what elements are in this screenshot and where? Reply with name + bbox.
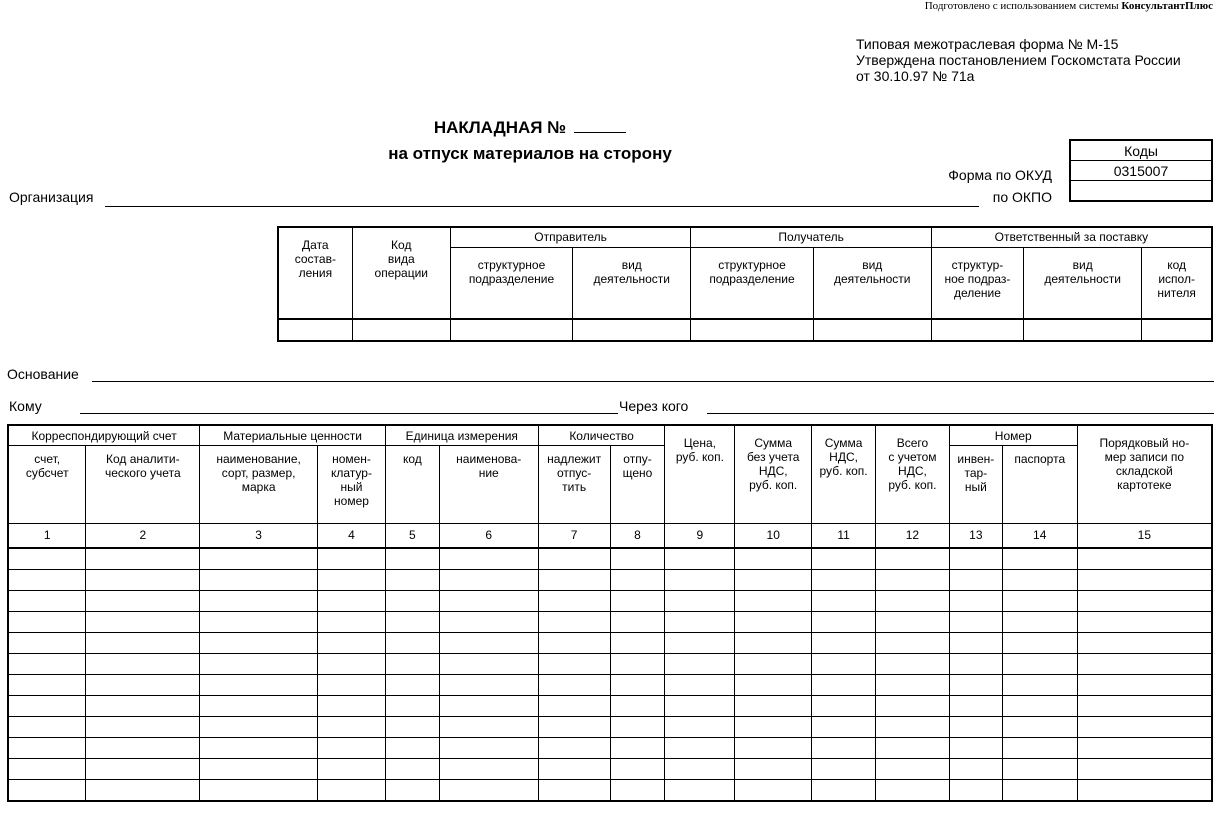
column-number: 7 bbox=[538, 523, 610, 548]
approval-date: от 30.10.97 № 71а bbox=[856, 68, 975, 84]
table-row bbox=[8, 716, 1212, 737]
table-cell[interactable] bbox=[538, 632, 610, 653]
table-cell[interactable] bbox=[876, 590, 950, 611]
to-release-header: надлежит отпус- тить bbox=[538, 445, 610, 523]
table-cell[interactable] bbox=[876, 716, 950, 737]
brand-name: КонсультантПлюс bbox=[1121, 0, 1213, 12]
table-cell[interactable] bbox=[665, 653, 735, 674]
table-cell[interactable] bbox=[200, 590, 318, 611]
op-code-value[interactable] bbox=[352, 319, 450, 341]
table-cell[interactable] bbox=[8, 695, 86, 716]
sender-header: Отправитель bbox=[450, 227, 691, 247]
released-header: отпу- щено bbox=[610, 445, 665, 523]
table-cell[interactable] bbox=[8, 632, 86, 653]
approval-decree: Утверждена постановлением Госкомстата России bbox=[856, 52, 1181, 68]
table-cell[interactable] bbox=[1077, 653, 1212, 674]
op-code-header: Код вида операции bbox=[352, 227, 450, 319]
table-cell[interactable] bbox=[735, 758, 812, 779]
table-cell[interactable] bbox=[439, 569, 538, 590]
organization-label: Организация bbox=[9, 189, 94, 205]
total-header: Всего с учетом НДС, руб. коп. bbox=[876, 425, 950, 523]
table-cell[interactable] bbox=[665, 611, 735, 632]
corr-account-header: Корреспондирующий счет bbox=[8, 425, 200, 445]
table-cell[interactable] bbox=[318, 653, 386, 674]
table-cell[interactable] bbox=[318, 779, 386, 801]
table-cell[interactable] bbox=[610, 716, 665, 737]
table-cell[interactable] bbox=[735, 716, 812, 737]
name-grade-header: наименование, сорт, размер, марка bbox=[200, 445, 318, 523]
table-cell[interactable] bbox=[665, 674, 735, 695]
table-cell[interactable] bbox=[610, 779, 665, 801]
column-number: 11 bbox=[812, 523, 876, 548]
table-cell[interactable] bbox=[1002, 611, 1077, 632]
table-cell[interactable] bbox=[200, 548, 318, 570]
table-cell[interactable] bbox=[318, 548, 386, 570]
table-cell[interactable] bbox=[1002, 548, 1077, 570]
table-cell[interactable] bbox=[1077, 674, 1212, 695]
table-cell[interactable] bbox=[876, 611, 950, 632]
table-cell[interactable] bbox=[1002, 695, 1077, 716]
table-cell[interactable] bbox=[86, 737, 200, 758]
table-cell[interactable] bbox=[1077, 716, 1212, 737]
table-cell[interactable] bbox=[439, 590, 538, 611]
table-cell[interactable] bbox=[385, 611, 439, 632]
column-number: 1 bbox=[8, 523, 86, 548]
responsible-activity-header: вид деятельности bbox=[1024, 247, 1142, 319]
table-cell[interactable] bbox=[949, 590, 1002, 611]
table-cell[interactable] bbox=[610, 590, 665, 611]
card-no-header: Порядковый но- мер записи по складской картотеке bbox=[1077, 425, 1212, 523]
invoice-number-field[interactable] bbox=[574, 118, 626, 133]
table-cell[interactable] bbox=[735, 548, 812, 570]
table-cell[interactable] bbox=[86, 674, 200, 695]
table-cell[interactable] bbox=[735, 695, 812, 716]
table-cell[interactable] bbox=[1002, 653, 1077, 674]
table-cell[interactable] bbox=[538, 590, 610, 611]
table-cell[interactable] bbox=[86, 548, 200, 570]
table-cell[interactable] bbox=[812, 758, 876, 779]
table-cell[interactable] bbox=[1077, 632, 1212, 653]
through-whom-label: Через кого bbox=[619, 398, 689, 414]
table-cell[interactable] bbox=[812, 695, 876, 716]
document-title: НАКЛАДНАЯ № bbox=[300, 118, 760, 138]
table-cell[interactable] bbox=[318, 737, 386, 758]
table-cell[interactable] bbox=[876, 674, 950, 695]
table-cell[interactable] bbox=[610, 569, 665, 590]
table-row bbox=[8, 548, 1212, 570]
unit-header: Единица измерения bbox=[385, 425, 538, 445]
table-cell[interactable] bbox=[876, 569, 950, 590]
table-cell[interactable] bbox=[610, 632, 665, 653]
table-cell[interactable] bbox=[318, 632, 386, 653]
column-number: 15 bbox=[1077, 523, 1212, 548]
table-cell[interactable] bbox=[949, 653, 1002, 674]
column-number: 4 bbox=[318, 523, 386, 548]
table-cell[interactable] bbox=[665, 695, 735, 716]
table-cell[interactable] bbox=[86, 695, 200, 716]
table-cell[interactable] bbox=[439, 611, 538, 632]
table-row bbox=[8, 695, 1212, 716]
table-cell[interactable] bbox=[385, 779, 439, 801]
table-cell[interactable] bbox=[812, 548, 876, 570]
table-cell[interactable] bbox=[949, 758, 1002, 779]
table-cell[interactable] bbox=[8, 548, 86, 570]
table-cell[interactable] bbox=[538, 548, 610, 570]
table-cell[interactable] bbox=[538, 611, 610, 632]
table-cell[interactable] bbox=[1077, 779, 1212, 801]
table-cell[interactable] bbox=[538, 653, 610, 674]
sender-struct-header: структурное подразделение bbox=[450, 247, 572, 319]
form-approval bbox=[856, 36, 1181, 84]
table-cell[interactable] bbox=[1002, 674, 1077, 695]
table-cell[interactable] bbox=[8, 737, 86, 758]
table-cell[interactable] bbox=[610, 548, 665, 570]
table-cell[interactable] bbox=[200, 632, 318, 653]
receiver-struct-value[interactable] bbox=[691, 319, 813, 341]
table-row bbox=[8, 779, 1212, 801]
table-cell[interactable] bbox=[735, 779, 812, 801]
table-cell[interactable] bbox=[385, 590, 439, 611]
date-value[interactable] bbox=[278, 319, 352, 341]
table-row bbox=[8, 674, 1212, 695]
table-row bbox=[8, 653, 1212, 674]
responsible-struct-header: структур- ное подраз- деление bbox=[931, 247, 1023, 319]
table-cell[interactable] bbox=[8, 653, 86, 674]
table-cell[interactable] bbox=[876, 548, 950, 570]
table-cell[interactable] bbox=[610, 653, 665, 674]
table-cell[interactable] bbox=[812, 653, 876, 674]
vat-header: Сумма НДС, руб. коп. bbox=[812, 425, 876, 523]
table-cell[interactable] bbox=[665, 758, 735, 779]
table-row bbox=[8, 569, 1212, 590]
table-cell[interactable] bbox=[439, 653, 538, 674]
table-cell[interactable] bbox=[876, 779, 950, 801]
okud-value: 0315007 bbox=[1070, 161, 1212, 181]
table-cell[interactable] bbox=[735, 674, 812, 695]
date-header: Дата состав- ления bbox=[278, 227, 352, 319]
table-cell[interactable] bbox=[385, 632, 439, 653]
table-cell[interactable] bbox=[439, 695, 538, 716]
table-cell[interactable] bbox=[1002, 779, 1077, 801]
table-cell[interactable] bbox=[318, 674, 386, 695]
column-number: 2 bbox=[86, 523, 200, 548]
sender-struct-value[interactable] bbox=[450, 319, 572, 341]
quantity-header: Количество bbox=[538, 425, 665, 445]
table-cell[interactable] bbox=[735, 653, 812, 674]
table-cell[interactable] bbox=[318, 569, 386, 590]
table-cell[interactable] bbox=[439, 632, 538, 653]
table-cell[interactable] bbox=[538, 674, 610, 695]
codes-table bbox=[1069, 139, 1213, 202]
table-cell[interactable] bbox=[439, 716, 538, 737]
table-cell[interactable] bbox=[949, 632, 1002, 653]
table-cell[interactable] bbox=[949, 548, 1002, 570]
inventory-header: инвен- тар- ный bbox=[949, 445, 1002, 523]
table-cell[interactable] bbox=[439, 737, 538, 758]
table-cell[interactable] bbox=[812, 611, 876, 632]
receiver-activity-header: вид деятельности bbox=[813, 247, 931, 319]
table-cell[interactable] bbox=[538, 695, 610, 716]
table-row bbox=[8, 758, 1212, 779]
table-cell[interactable] bbox=[735, 569, 812, 590]
table-cell[interactable] bbox=[8, 758, 86, 779]
table-cell[interactable] bbox=[610, 674, 665, 695]
exec-code-header: код испол- нителя bbox=[1142, 247, 1212, 319]
column-number: 5 bbox=[385, 523, 439, 548]
table-row bbox=[8, 590, 1212, 611]
table-cell[interactable] bbox=[8, 569, 86, 590]
table-cell[interactable] bbox=[200, 569, 318, 590]
table-cell[interactable] bbox=[385, 569, 439, 590]
table-cell[interactable] bbox=[538, 758, 610, 779]
table-cell[interactable] bbox=[1077, 758, 1212, 779]
table-cell[interactable] bbox=[665, 569, 735, 590]
table-cell[interactable] bbox=[949, 569, 1002, 590]
document-subtitle: на отпуск материалов на сторону bbox=[388, 144, 672, 163]
table-cell[interactable] bbox=[538, 779, 610, 801]
table-cell[interactable] bbox=[1077, 590, 1212, 611]
through-whom-field[interactable] bbox=[707, 413, 1214, 414]
table-cell[interactable] bbox=[8, 716, 86, 737]
table-cell[interactable] bbox=[385, 653, 439, 674]
table-cell[interactable] bbox=[949, 611, 1002, 632]
table-cell[interactable] bbox=[665, 548, 735, 570]
table-cell[interactable] bbox=[318, 716, 386, 737]
table-cell[interactable] bbox=[949, 716, 1002, 737]
table-cell[interactable] bbox=[385, 695, 439, 716]
table-cell[interactable] bbox=[385, 716, 439, 737]
table-cell[interactable] bbox=[812, 569, 876, 590]
table-cell[interactable] bbox=[610, 758, 665, 779]
passport-header: паспорта bbox=[1002, 445, 1077, 523]
sum-no-vat-header: Сумма без учета НДС, руб. коп. bbox=[735, 425, 812, 523]
column-number: 14 bbox=[1002, 523, 1077, 548]
responsible-header: Ответственный за поставку bbox=[931, 227, 1212, 247]
table-cell[interactable] bbox=[318, 590, 386, 611]
basis-field[interactable] bbox=[92, 381, 1214, 382]
table-cell[interactable] bbox=[812, 632, 876, 653]
table-cell[interactable] bbox=[439, 758, 538, 779]
table-cell[interactable] bbox=[200, 737, 318, 758]
table-cell[interactable] bbox=[538, 737, 610, 758]
organization-field[interactable] bbox=[105, 206, 979, 207]
analytic-code-header: Код аналити- ческого учета bbox=[86, 445, 200, 523]
table-cell[interactable] bbox=[665, 632, 735, 653]
receiver-struct-header: структурное подразделение bbox=[691, 247, 813, 319]
table-cell[interactable] bbox=[735, 737, 812, 758]
table-cell[interactable] bbox=[8, 674, 86, 695]
table-cell[interactable] bbox=[1002, 716, 1077, 737]
table-cell[interactable] bbox=[86, 653, 200, 674]
table-cell[interactable] bbox=[949, 779, 1002, 801]
table-cell[interactable] bbox=[1077, 611, 1212, 632]
sender-activity-header: вид деятельности bbox=[573, 247, 691, 319]
table-cell[interactable] bbox=[665, 737, 735, 758]
to-whom-label: Кому bbox=[9, 398, 42, 414]
table-cell[interactable] bbox=[876, 758, 950, 779]
basis-label: Основание bbox=[7, 366, 79, 382]
okpo-value[interactable] bbox=[1070, 181, 1212, 202]
table-cell[interactable] bbox=[439, 674, 538, 695]
table-cell[interactable] bbox=[385, 548, 439, 570]
nomencl-no-header: номен- клатур- ный номер bbox=[318, 445, 386, 523]
column-number: 3 bbox=[200, 523, 318, 548]
table-cell[interactable] bbox=[876, 653, 950, 674]
responsible-struct-value[interactable] bbox=[931, 319, 1023, 341]
column-numbers-row bbox=[8, 523, 1212, 548]
column-number: 10 bbox=[735, 523, 812, 548]
table-cell[interactable] bbox=[86, 758, 200, 779]
table-cell[interactable] bbox=[876, 632, 950, 653]
table-cell[interactable] bbox=[8, 779, 86, 801]
column-number: 13 bbox=[949, 523, 1002, 548]
form-type: Типовая межотраслевая форма № М-15 bbox=[856, 36, 1119, 52]
table-cell[interactable] bbox=[876, 695, 950, 716]
column-number: 6 bbox=[439, 523, 538, 548]
table-cell[interactable] bbox=[812, 716, 876, 737]
to-whom-field[interactable] bbox=[80, 413, 618, 414]
table-cell[interactable] bbox=[200, 779, 318, 801]
table-cell[interactable] bbox=[86, 569, 200, 590]
column-number: 8 bbox=[610, 523, 665, 548]
responsible-activity-value[interactable] bbox=[1024, 319, 1142, 341]
table-cell[interactable] bbox=[200, 695, 318, 716]
table-cell[interactable] bbox=[200, 611, 318, 632]
materials-table bbox=[7, 424, 1213, 802]
column-number: 12 bbox=[876, 523, 950, 548]
table-cell[interactable] bbox=[812, 674, 876, 695]
table-cell[interactable] bbox=[735, 611, 812, 632]
table-cell[interactable] bbox=[86, 590, 200, 611]
table-cell[interactable] bbox=[1002, 569, 1077, 590]
prepared-note: Подготовлено с использованием системы КонсультантПлюс bbox=[924, 0, 1213, 12]
table-cell[interactable] bbox=[1077, 548, 1212, 570]
okpo-label: по ОКПО bbox=[992, 189, 1052, 205]
table-cell[interactable] bbox=[86, 716, 200, 737]
codes-header: Коды bbox=[1070, 140, 1212, 161]
table-cell[interactable] bbox=[735, 632, 812, 653]
table-cell[interactable] bbox=[86, 611, 200, 632]
table-cell[interactable] bbox=[1077, 737, 1212, 758]
table-cell[interactable] bbox=[318, 758, 386, 779]
header-table bbox=[277, 226, 1213, 342]
table-cell[interactable] bbox=[318, 611, 386, 632]
number-header: Номер bbox=[949, 425, 1077, 445]
receiver-header: Получатель bbox=[691, 227, 932, 247]
table-cell[interactable] bbox=[318, 695, 386, 716]
okud-label: Форма по ОКУД bbox=[948, 167, 1052, 183]
table-cell[interactable] bbox=[439, 779, 538, 801]
price-header: Цена, руб. коп. bbox=[665, 425, 735, 523]
table-cell[interactable] bbox=[200, 674, 318, 695]
table-cell[interactable] bbox=[200, 716, 318, 737]
table-cell[interactable] bbox=[1002, 737, 1077, 758]
receiver-activity-value[interactable] bbox=[813, 319, 931, 341]
table-cell[interactable] bbox=[8, 590, 86, 611]
table-cell[interactable] bbox=[610, 695, 665, 716]
table-cell[interactable] bbox=[538, 569, 610, 590]
table-cell[interactable] bbox=[610, 737, 665, 758]
unit-code-header: код bbox=[385, 445, 439, 523]
table-cell[interactable] bbox=[812, 779, 876, 801]
table-cell[interactable] bbox=[86, 779, 200, 801]
account-header: счет, субсчет bbox=[8, 445, 86, 523]
material-values-header: Материальные ценности bbox=[200, 425, 386, 445]
table-cell[interactable] bbox=[8, 611, 86, 632]
table-cell[interactable] bbox=[949, 674, 1002, 695]
table-cell[interactable] bbox=[665, 590, 735, 611]
table-cell[interactable] bbox=[949, 695, 1002, 716]
table-cell[interactable] bbox=[812, 737, 876, 758]
table-cell[interactable] bbox=[812, 590, 876, 611]
sender-activity-value[interactable] bbox=[573, 319, 691, 341]
table-cell[interactable] bbox=[735, 590, 812, 611]
table-cell[interactable] bbox=[385, 674, 439, 695]
table-cell[interactable] bbox=[665, 779, 735, 801]
table-cell[interactable] bbox=[538, 716, 610, 737]
column-number: 9 bbox=[665, 523, 735, 548]
table-cell[interactable] bbox=[1002, 590, 1077, 611]
table-row bbox=[8, 737, 1212, 758]
table-cell[interactable] bbox=[1077, 569, 1212, 590]
exec-code-value[interactable] bbox=[1142, 319, 1212, 341]
table-cell[interactable] bbox=[1002, 758, 1077, 779]
table-row bbox=[8, 611, 1212, 632]
unit-name-header: наименова- ние bbox=[439, 445, 538, 523]
table-cell[interactable] bbox=[1077, 695, 1212, 716]
table-cell[interactable] bbox=[610, 611, 665, 632]
table-cell[interactable] bbox=[200, 758, 318, 779]
table-cell[interactable] bbox=[439, 548, 538, 570]
table-cell[interactable] bbox=[949, 737, 1002, 758]
table-row bbox=[8, 632, 1212, 653]
table-cell[interactable] bbox=[385, 737, 439, 758]
table-cell[interactable] bbox=[86, 632, 200, 653]
table-cell[interactable] bbox=[876, 737, 950, 758]
table-cell[interactable] bbox=[385, 758, 439, 779]
table-cell[interactable] bbox=[1002, 632, 1077, 653]
table-cell[interactable] bbox=[200, 653, 318, 674]
table-cell[interactable] bbox=[665, 716, 735, 737]
